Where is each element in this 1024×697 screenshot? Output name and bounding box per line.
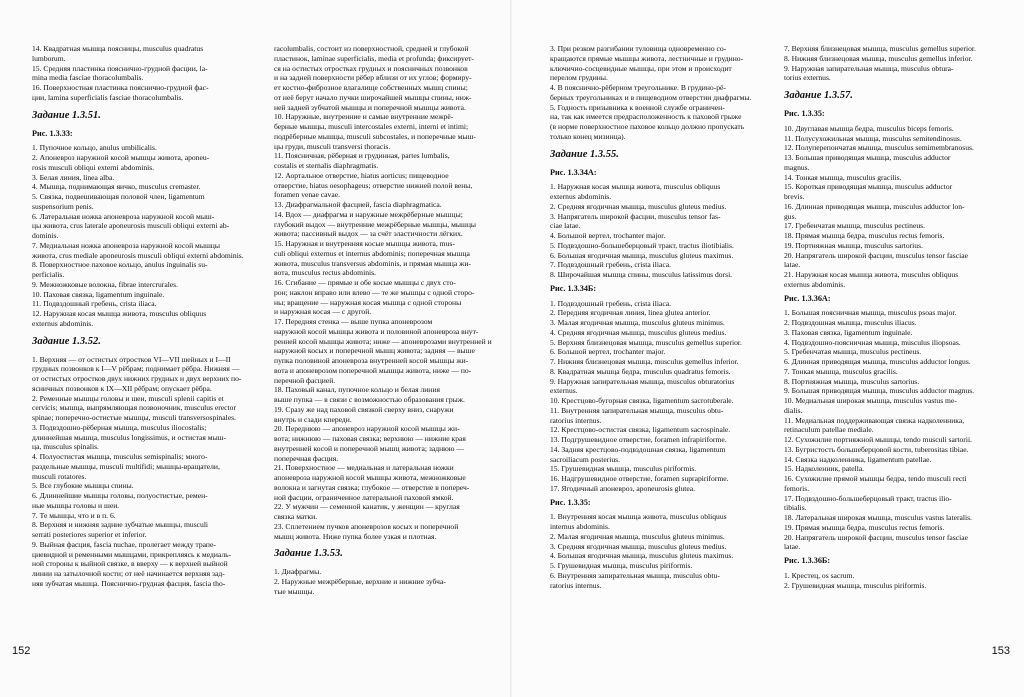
text-line: 18. Латеральная широкая мышца, musculus vastus lateralis.	[784, 513, 972, 522]
text-line: musculi rotatores.	[32, 471, 87, 481]
text-line: отверстие, hiatus oesophageus; отверстие нижней полой вены,	[274, 180, 473, 190]
text-line: 11. Поясничная, рёберная и грудинная, partes lumbalis,	[274, 151, 450, 161]
text-line: 17. Гребенчатая мышца, musculus pectineus.	[784, 221, 925, 231]
text-line: 6. Длиннейшие мышцы головы, полуостистые, ремен-	[32, 491, 208, 500]
text-line: 7. Верхняя близнецовая мышца, musculus gemellus superior.	[784, 44, 976, 53]
text-line: вота; нижнюю — паховая связка; верхнюю — нижние края	[274, 434, 466, 443]
text-line: (в норме поверхностное паховое кольцо должно пропускать	[550, 122, 745, 131]
text-line: 20. Переднюю — апоневроз наружной косой мышцы жи-	[274, 424, 460, 434]
text-line: ясничных позвонков к IX—XII рёбрам; опускает рёбра.	[32, 383, 212, 393]
text-line: magnus.	[784, 162, 810, 172]
text-line: 18. Прямая мышца бедра, musculus rectus femoris.	[784, 231, 945, 240]
text-line: cervicis; мышца, выпрямляющая позвоночник, musculus erector	[32, 403, 236, 413]
text-line: няя зубчатая мышца. Пояснично-грудная фасция, fascia tho-	[32, 578, 226, 588]
text-line: 14. Связка надколенника, ligamentum patellae.	[784, 454, 932, 464]
text-line: serrati posteriores superior et inferior.	[32, 530, 147, 539]
page-number-left: 152	[12, 645, 31, 657]
text-line: 4. Большая ягодичная мышца, musculus gluteus maximus.	[550, 551, 734, 561]
text-line: femoris.	[784, 483, 810, 493]
text-line: 8. Поверхностное паховое кольцо, anulus inguinalis su-	[32, 260, 208, 270]
text-line: 18. Паховый канал, пупочное кольцо и белая линия	[274, 385, 440, 395]
text-line: поперечная фасция.	[274, 453, 339, 463]
text-line: 2. Апоневроз наружной косой мышцы живота, aponeu-	[32, 153, 210, 162]
text-line: 10. Медиальная широкая мышца, musculus vastus me-	[784, 396, 957, 405]
text-line: живота, musculus transversus abdominis, и прямая мышца жи-	[274, 258, 471, 268]
text-line: 2. Средняя ягодичная мышца, musculus gluteus medius.	[550, 201, 727, 211]
text-line: ны; вращение — наружная косая мышца с одной стороны	[274, 297, 462, 307]
text-line: tibialis.	[784, 503, 807, 513]
text-column-3	[550, 44, 778, 590]
text-line: линии на затылочной кости; от неё начинается верхняя зад-	[32, 569, 225, 578]
text-line: ной стороны к выйной связке, в вверху — к верхней выйной	[32, 559, 228, 569]
text-line: 1. Внутренняя косая мышца живота, musculus obliquus	[550, 512, 727, 522]
text-line: от неё берут начало пучки широчайшей мышцы спины, ниж-	[274, 92, 472, 102]
text-line: brevis.	[784, 192, 805, 201]
text-line: внутренней косой и поперечной мышц живота; заднюю —	[274, 443, 464, 453]
text-line: наружной косых и поперечной мышц живота; задняя — выше	[274, 346, 475, 356]
text-line: internus abdominis.	[550, 522, 610, 531]
text-line: 5. Связка, подвешивающая половой член, ligamentum	[32, 192, 205, 201]
text-line: грудных позвонков к I—V рёбрам; поднимает рёбра. Нижняя —	[32, 364, 240, 374]
figure-label: Рис. 1.3.36Б:	[784, 556, 831, 565]
text-line: ные мышцы головы и шеи.	[32, 500, 120, 510]
text-line: перечной фасцией.	[274, 375, 336, 385]
text-line: 3. При резком разгибании туловища одновременно со-	[550, 44, 727, 53]
text-line: живота; пассивный выдох — за счёт эластичности лёгких.	[274, 229, 463, 239]
text-line: 2. Наружные межрёберные, верхние и нижние зубча-	[274, 577, 446, 586]
text-line: глубокий выдох — внутренние межрёберные мышцы, мышцы	[274, 219, 477, 229]
text-line: 7. Тонкая мышца, musculus gracilis.	[784, 366, 898, 376]
text-line: 7. Подвздошный гребень, crista iliaca.	[550, 260, 672, 270]
text-line: sacroiliacum posterius.	[550, 454, 621, 464]
text-line: suspensorium penis.	[32, 201, 94, 211]
text-line: 12. Крестцово-остистая связка, ligamentum sacrospinale.	[550, 425, 731, 435]
text-line: externus abdominis.	[784, 279, 846, 289]
text-line: 15. Грушевидная мышца, musculus piriformis.	[550, 464, 697, 474]
text-line: 10. Наружные, внутренние и самые внутренние межрё-	[274, 112, 454, 122]
text-line: dialis.	[784, 405, 803, 415]
text-line: 10. Паховая связка, ligamentum inguinale.	[32, 289, 165, 299]
text-line: 16. Сухожилие прямой мышцы бедра, tendo musculi recti	[784, 474, 967, 483]
text-line: пупка половиной апоневроза внутренней косой мышцы жи-	[274, 356, 469, 365]
text-line: 16. Поверхностная пластинка пояснично-грудной фас-	[32, 83, 209, 92]
text-line: retinaculum patellae mediale.	[784, 425, 874, 435]
section-heading: Задание 1.3.55.	[550, 148, 619, 160]
text-line: 5. Годность призывника к военной службе ограничен-	[550, 102, 725, 112]
text-line: 4. Полуостистая мышца, musculus semispinalis; много-	[32, 452, 208, 461]
text-line: 12. Сухожилие портняжной мышцы, tendo musculi sartorii.	[784, 435, 972, 444]
figure-label: Рис. 1.3.36А:	[784, 293, 831, 303]
text-line: ца, musculus spinalis.	[32, 442, 99, 452]
page-number-right: 153	[991, 645, 1010, 657]
text-line: 1. Диафрагмы.	[274, 567, 322, 577]
figure-label: Рис. 1.3.34А:	[550, 167, 597, 177]
text-line: latae.	[784, 260, 801, 270]
text-line: 12. Наружная косая мышца живота, musculus obliquus	[32, 309, 207, 318]
text-line: ся на остистых отростках грудных и поясничных позвонков	[274, 63, 468, 73]
text-line: рон; наклон вправо или влево — те же мышцы с одной сторо-	[274, 287, 475, 297]
text-line: 21. Наружная косая мышца живота, musculus obliquus	[784, 270, 959, 279]
text-line: 17. Ягодичный апоневроз, aponeurosis glutea.	[550, 483, 696, 493]
text-column-4	[784, 44, 1006, 590]
text-line: апоневроза наружной косой мышцы живота, межножковые	[274, 473, 466, 482]
text-line: 3. Паховая связка, ligamentum inguinale.	[784, 327, 913, 337]
text-line: 1. Наружная косая мышца живота, musculus obliquus	[550, 182, 721, 192]
text-line: 2. Ременные мышцы головы и шеи, musculi splenii capitis et	[32, 393, 224, 403]
text-line: 19. Сразу же над паховой связкой сверху вниз, снаружи	[274, 404, 454, 414]
text-line: 1. Пупочное кольцо, anulus umbilicalis.	[32, 143, 157, 153]
text-line: берные мышцы, musculi intercostales externi, interni et intimi;	[274, 122, 469, 131]
text-line: 6. Внутренняя запирательная мышца, musculus obtu-	[550, 570, 720, 580]
text-line: 1. Верхняя — от остистых отростков VI—VII шейных и I—II	[32, 354, 231, 364]
text-line: 9. Выйная фасция, fascia nuchae, пролегает между трапе-	[32, 539, 216, 549]
text-line: 14. Тонкая мышца, musculus gracilis.	[784, 172, 902, 182]
text-line: 17. Передняя стенка — выше пупка апоневрозом	[274, 317, 433, 326]
figure-label: Рис. 1.3.34Б:	[550, 283, 597, 293]
text-line: 19. Портняжная мышца, musculus sartorius.	[784, 240, 923, 250]
text-line: и наружная косая — с другой.	[274, 307, 372, 317]
text-line: 15. Средняя пластинка пояснично-грудной фасции, la-	[32, 63, 208, 73]
text-line: 5. Подвздошно-большеберцовый тракт, tractus iliotibialis.	[550, 240, 734, 250]
section-heading: Задание 1.3.57.	[784, 90, 853, 101]
text-line: 9. Большая приводящая мышца, musculus adductor magnus.	[784, 386, 975, 396]
text-line: 1. Подвздошный гребень, crista iliaca.	[550, 298, 672, 308]
text-line: только конец мизинца).	[550, 131, 626, 141]
text-line: rosis musculi obliqui externi abdominis.	[32, 162, 155, 172]
text-line: 4. Большой вертел, trochanter major.	[550, 231, 666, 240]
text-line: costalis et sternalis diaphragmatis.	[274, 161, 379, 170]
text-line: длиннейшая мышца, musculus longissimus, и остистая мыш-	[32, 432, 227, 442]
text-line: цы живота, crus laterale aponeurosis musculi obliqui externi ab-	[32, 221, 230, 231]
text-line: ции, lamina superficialis fasciae thoracolumbalis.	[32, 92, 184, 102]
text-line: gus.	[784, 211, 797, 221]
text-line: и на задней поверхности рёбер вблизи от их углов; формиру-	[274, 73, 472, 83]
text-line: 12. Полуперепончатая мышца, musculus semimembranosus.	[784, 143, 974, 153]
text-line: torius externus.	[784, 73, 831, 83]
text-line: 14. Задняя крестцово-подвздошная связка, ligamentum	[550, 444, 726, 454]
text-line: 7. Нижняя близнецовая мышца, musculus gemellus inferior.	[550, 357, 739, 366]
text-line: 7. Медиальная ножка апоневроза наружной косой мышцы	[32, 240, 220, 250]
text-line: 13. Диафрагмальной фасцией, fascia diaphragmatica.	[274, 200, 442, 209]
text-line: ключично-сосцевидные мышцы, при этом и происходит	[550, 63, 732, 73]
text-line: 5. Гребенчатая мышца, musculus pectineus.	[784, 347, 922, 357]
text-line: от остистых отростков двух нижних грудных и двух верхних по-	[32, 374, 242, 383]
text-line: culi obliqui externus et internus abdominis; поперечная мышца	[274, 248, 470, 258]
text-line: 16. Надгрушевидное отверстие, foramen suprapiriforme.	[550, 474, 729, 483]
right-page	[512, 0, 1024, 697]
text-line: наружной косой мышцы живота и половиной апоневроза внут-	[274, 326, 479, 336]
text-line: вота, musculus rectus abdominis.	[274, 268, 376, 278]
text-line: кращаются прямые мышцы живота, лестничные и грудино-	[550, 53, 744, 63]
text-line: 4. В пояснично-рёберном треугольнике. В грудино-рё-	[550, 83, 726, 92]
text-column-2	[274, 44, 500, 597]
text-line: живота, crus mediale aponeurosis musculi obliqui externi abdominis.	[32, 250, 244, 260]
text-line: цы груди, musculi transversi thoracis.	[274, 141, 391, 151]
text-line: 9. Межножковые волокна, fibrae intercrurales.	[32, 279, 179, 289]
text-line: 21. Поверхностное — медиальная и латеральная ножки	[274, 463, 454, 473]
text-line: perficialis.	[32, 270, 65, 279]
text-line: lumborum.	[32, 53, 66, 63]
text-line: ciae latae.	[550, 221, 581, 231]
text-line: ной фасции, ограниченное латеральной паховой ямкой.	[274, 492, 454, 502]
text-line: ratorius internus.	[550, 580, 602, 590]
text-line: ней задней зубчатой мышцы и поперечной мышцы живота.	[274, 102, 466, 112]
text-line: foramen venae cavae.	[274, 190, 340, 200]
text-line: 20. Напрягатель широкой фасции, musculus tensor fasciae	[784, 250, 968, 260]
text-line: берных треугольниках и в пищеводном отверстии диафрагмы.	[550, 92, 752, 102]
text-line: 6. Латеральная ножка апоневроза наружной косой мыш-	[32, 211, 215, 221]
text-line: пластинок, laminae superficialis, media et profunda; фиксирует-	[274, 53, 474, 63]
text-line: циевидной и ременными мышцами, прикрепляясь к медиаль-	[32, 549, 232, 559]
figure-label: Рис. 1.3.33:	[32, 128, 73, 138]
text-line: externus.	[550, 386, 578, 396]
text-line: 2. Подвздошная мышца, musculus iliacus.	[784, 318, 917, 327]
text-line: spinae; поперечно-остистые мышцы, musculi transversospinales.	[32, 413, 236, 422]
text-line: ет костно-фиброзное влагалище собственных мышц спины;	[274, 83, 468, 92]
text-line: 9. Наружная запирательная мышца, musculus obturatorius	[550, 376, 735, 386]
text-line: 3. Подвздошно-рёберная мышца, musculus iliocostalis;	[32, 422, 207, 432]
text-line: 8. Верхняя и нижняя задние зубчатые мышцы, musculi	[32, 520, 209, 530]
text-line: 4. Средняя ягодичная мышца, musculus gluteus medius.	[550, 327, 727, 337]
text-line: выше пупка — в связи с возможностью образования грыж.	[274, 395, 465, 404]
text-line: 8. Нижняя близнецовая мышца, musculus gemellus inferior.	[784, 53, 973, 63]
text-line: волокна и загнутая связка; глубокое — отверстие в попереч-	[274, 482, 470, 492]
text-line: 23. Сплетением пучков апоневрозов косых и поперечной	[274, 521, 459, 531]
text-line: 11. Подвздошный гребень, crista iliaca.	[32, 299, 157, 309]
text-line: 9. Наружная запирательная мышца, musculus obtura-	[784, 63, 954, 73]
text-line: 1. Крестец, os sacrum.	[784, 570, 855, 580]
text-line: dominis.	[32, 231, 59, 240]
text-line: подрёберные мышцы, musculi subcostales, и поперечные мыш-	[274, 131, 476, 141]
text-line: 19. Прямая мышца бедра, musculus rectus femoris.	[784, 522, 945, 532]
text-line: 3. Малая ягодичная мышца, musculus gluteus minimus.	[550, 318, 725, 327]
text-line: racolumbalis, состоит из поверхностной, средней и глубокой	[274, 44, 469, 53]
figure-label: Рис. 1.3.35:	[784, 109, 825, 118]
section-heading: Задание 1.3.52.	[32, 335, 101, 347]
text-line: 14. Вдох — диафрагма и наружные межрёберные мышцы;	[274, 209, 463, 219]
text-line: 5. Все глубокие мышцы спины.	[32, 481, 134, 491]
text-line: 13. Большая приводящая мышца, musculus adductor	[784, 153, 951, 162]
text-line: 15. Надколенник, patella.	[784, 464, 865, 474]
text-line: 10. Двуглавая мышца бедра, musculus biceps femoris.	[784, 123, 954, 133]
text-line: 3. Белая линия, linea alba.	[32, 172, 115, 182]
text-line: 22. У мужчин — семенной канатик, у женщин — круглая	[274, 502, 460, 512]
text-line: externus abdominis.	[550, 192, 612, 201]
text-line: мышц живота. Ниже пупка более узкая и плотная.	[274, 531, 437, 541]
text-line: 15. Короткая приводящая мышца, musculus adductor	[784, 182, 953, 192]
text-column-1	[32, 44, 264, 589]
text-line: mina media fasciae thoracolumbalis.	[32, 73, 144, 83]
text-line: внутрь и сзади кпереди.	[274, 414, 352, 424]
section-heading: Задание 1.3.53.	[274, 548, 343, 560]
text-line: ренней косой мышцы живота; ниже — апоневрозами внутренней и	[274, 336, 492, 346]
text-line: 3. Напрягатель широкой фасции, musculus tensor fas-	[550, 211, 721, 221]
text-line: 7. Те мышцы, что и в п. 6.	[32, 510, 116, 520]
text-line: 20. Напрягатель широкой фасции, musculus tensor fasciae	[784, 532, 968, 542]
text-line: 8. Широчайшая мышца спины, musculus latissimus dorsi.	[550, 270, 733, 279]
text-line: 17. Подвздошно-большеберцовый тракт, tractus ilio-	[784, 493, 952, 503]
text-line: 11. Медиальная поддерживающая связка надколенника,	[784, 415, 965, 425]
text-line: 16. Длинная приводящая мышца, musculus adductor lon-	[784, 201, 965, 211]
text-line: раздельные мышцы, musculi multifidi; мышцы-вращатели,	[32, 461, 220, 471]
text-line: 1. Большая поясничная мышца, musculus psoas major.	[784, 308, 957, 318]
section-heading: Задание 1.3.51.	[32, 109, 101, 121]
text-line: 12. Аортальное отверстие, hiatus aorticus; пищеводное	[274, 170, 449, 180]
text-line: 4. Мышца, поднимающая яичко, musculus cremaster.	[32, 182, 201, 192]
text-line: 6. Длинная приводящая мышца, musculus adductor longus.	[784, 357, 971, 366]
text-line: 14. Квадратная мышца поясницы, musculus quadratus	[32, 44, 204, 53]
text-line: ratorius internus.	[550, 415, 602, 425]
text-line: 5. Верхняя близнецовая мышца, musculus gemellus superior.	[550, 337, 742, 347]
text-line: 2. Грушевидная мышца, musculus piriformis.	[784, 580, 927, 590]
text-line: 11. Внутренняя запирательная мышца, musculus obtu-	[550, 405, 724, 415]
text-line: вота и апоневрозом поперечной мышцы живота, ниже — по-	[274, 365, 472, 375]
text-line: 13. Бугристость большеберцовой кости, tuberositas tibiae.	[784, 444, 969, 454]
text-line: 6. Большой вертел, trochanter major.	[550, 347, 666, 357]
text-line: externus abdominis.	[32, 318, 94, 328]
text-line: 8. Портняжная мышца, musculus sartorius.	[784, 376, 920, 386]
text-line: 11. Полусухожильная мышца, musculus semitendinosus.	[784, 133, 962, 143]
text-line: 6. Большая ягодичная мышца, musculus gluteus maximus.	[550, 250, 734, 260]
text-line: 5. Грушевидная мышца, musculus piriformis.	[550, 561, 693, 570]
text-line: latae.	[784, 542, 801, 552]
text-line: 13. Подгрушевидное отверстие, foramen infrapiriforme.	[550, 435, 727, 444]
text-line: перелом грудины.	[550, 73, 608, 83]
text-line: 10. Крестцово-бугорная связка, ligamentum sacrotuberale.	[550, 396, 734, 405]
figure-label: Рис. 1.3.35:	[550, 497, 591, 507]
text-line: 2. Малая ягодичная мышца, musculus gluteus minimus.	[550, 531, 725, 541]
text-line: 2. Передняя ягодичная линия, linea glutea anterior.	[550, 308, 711, 318]
text-line: 4. Подвздошно-поясничная мышца, musculus iliopsoas.	[784, 337, 961, 347]
text-line: 16. Сгибание — прямые и обе косые мышцы с двух сто-	[274, 278, 456, 287]
text-line: связка матки.	[274, 512, 318, 521]
text-line: 8. Квадратная мышца бедра, musculus quadratus femoris.	[550, 366, 731, 376]
text-line: 3. Средняя ягодичная мышца, musculus gluteus medius.	[550, 541, 727, 551]
text-line: тые мышцы.	[274, 586, 315, 596]
text-line: 15. Наружная и внутренняя косые мышцы живота, mus-	[274, 239, 455, 248]
text-line: на, так как имеется предрасположенность к паховой грыже	[550, 112, 742, 122]
